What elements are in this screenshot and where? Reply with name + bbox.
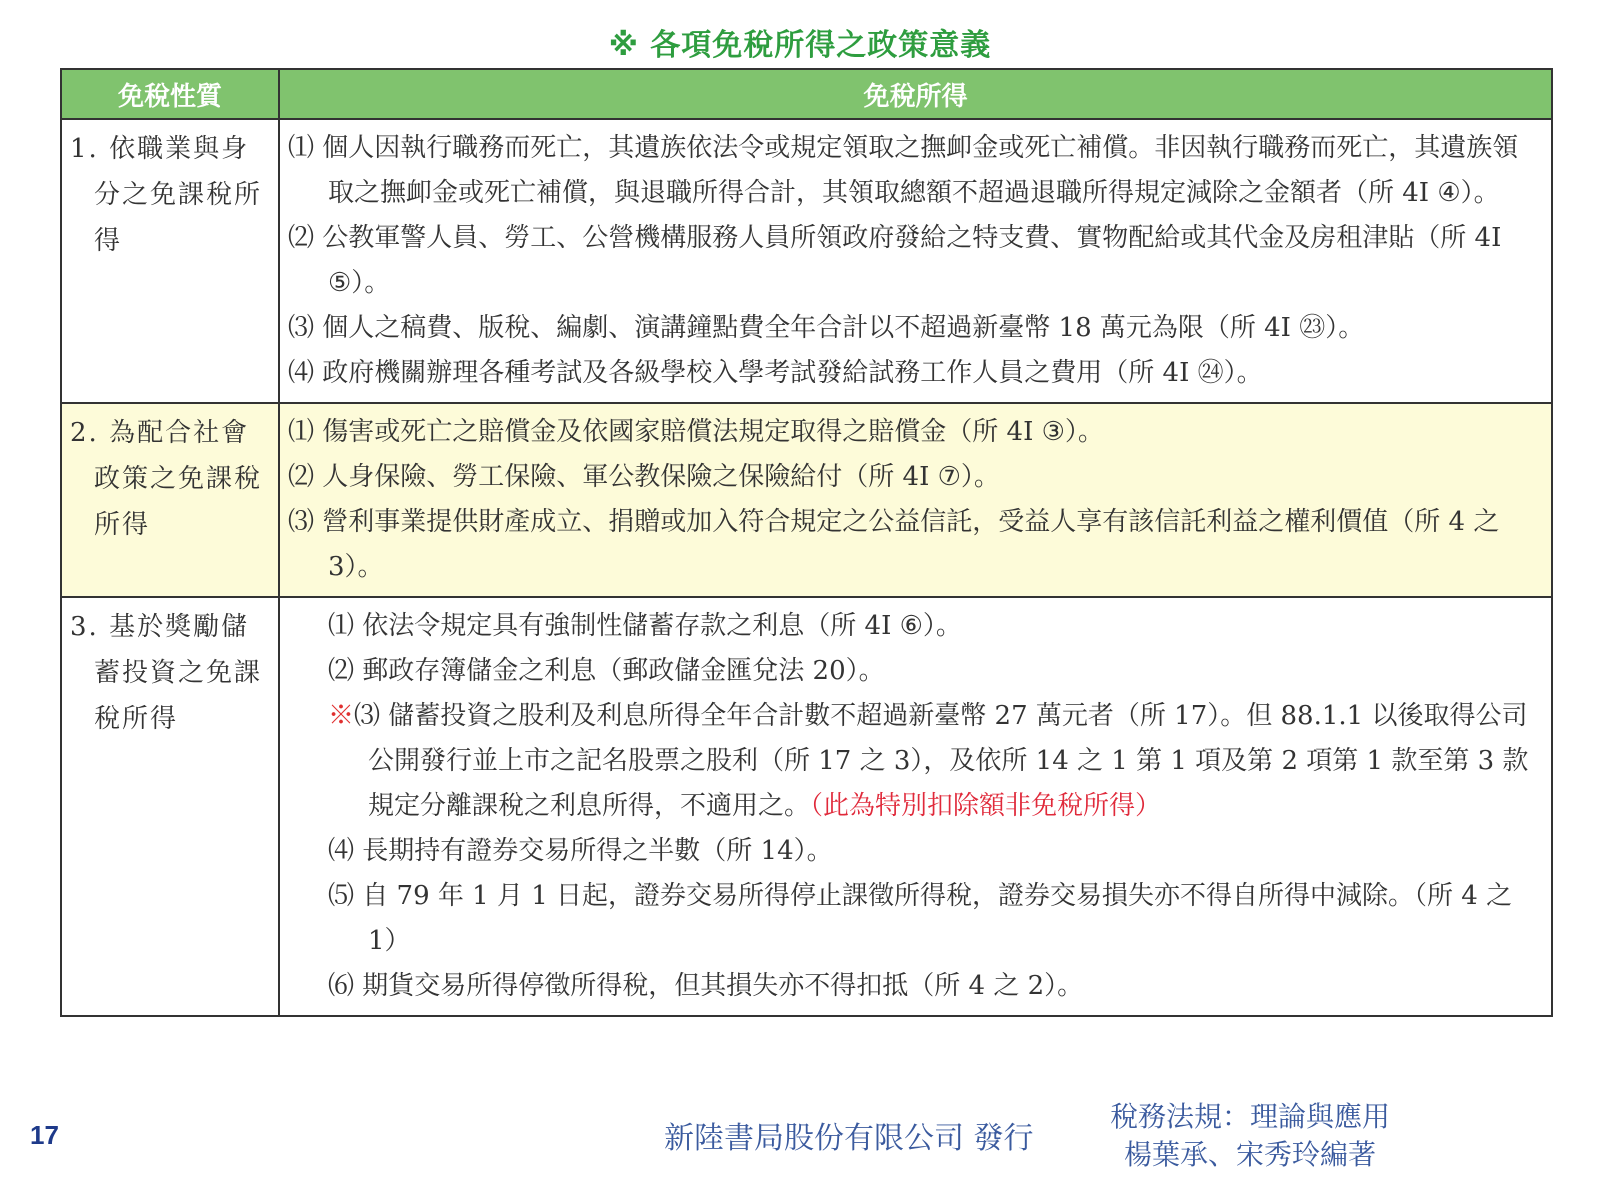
list-item: ⑴ 依法令規定具有強制性儲蓄存款之利息（所 4Ⅰ ⑥）。 <box>328 611 962 641</box>
page-number: 17 <box>30 1120 59 1150</box>
list-item: ⑴ 傷害或死亡之賠償金及依國家賠償法規定取得之賠償金（所 4Ⅰ ③）。 <box>288 417 1104 447</box>
category-label: 1. 依職業與身分之免課稅所得 <box>70 134 263 256</box>
list-item: ⑶ 營利事業提供財產成立、捐贈或加入符合規定之公益信託，受益人享有該信託利益之權利價值（所 4 之 3）。 <box>288 507 1500 582</box>
page-title: ※ 各項免稅所得之政策意義 <box>608 28 992 63</box>
book-authors: 楊葉承、宋秀玲編著 <box>1123 1138 1376 1171</box>
category-cell <box>61 403 279 597</box>
category-label: 2. 為配合社會政策之免課稅所得 <box>70 418 263 540</box>
category-label: 3. 基於獎勵儲蓄投資之免課稅所得 <box>70 612 263 734</box>
list-item-special-deduction <box>288 694 1543 829</box>
table-row <box>61 597 1552 1016</box>
table-row <box>61 119 1552 403</box>
tax-exempt-table <box>60 68 1553 1017</box>
publisher-credit: 新陸書局股份有限公司 發行 <box>664 1121 1034 1156</box>
book-title: 稅務法規：理論與應用 <box>1109 1100 1390 1133</box>
table-header-row <box>61 69 1552 119</box>
list-item: ⑵ 公教軍警人員、勞工、公營機構服務人員所領政府發給之特支費、實物配給或其代金及房租津貼（所 4Ⅰ ⑤）。 <box>288 223 1502 298</box>
list-item: ⑶ 個人之稿費、版稅、編劇、演講鐘點費全年合計以不超過新臺幣 18 萬元為限（所 4Ⅰ ㉓）。 <box>288 313 1365 343</box>
header-exempt-income: 免稅所得 <box>279 69 1552 119</box>
list-item: ⑷ 政府機關辦理各種考試及各級學校入學考試發給試務工作人員之費用（所 4Ⅰ ㉔）。 <box>288 358 1263 388</box>
list-item-text: ⑶ 儲蓄投資之股利及利息所得全年合計數不超過新臺幣 27 萬元者（所 17）。但 88.1.1 以後取得公司公開發行並上市之記名股票之股利（所 17 之 3），及依所 14 之 1 第 1 項及第 2 項第 1 款至第 3 款規定分離課稅之利息所得，不適用之。 <box>354 701 1529 821</box>
category-cell <box>61 119 279 403</box>
category-cell <box>61 597 279 1016</box>
table-row <box>61 403 1552 597</box>
items-cell <box>279 119 1552 403</box>
book-credit <box>1100 1098 1400 1174</box>
list-item: ⑵ 郵政存簿儲金之利息（郵政儲金匯兌法 20）。 <box>328 656 885 686</box>
list-item: ⑵ 人身保險、勞工保險、軍公教保險之保險給付（所 4Ⅰ ⑦）。 <box>288 462 1000 492</box>
list-item: ⑴ 個人因執行職務而死亡，其遺族依法令或規定領取之撫卹金或死亡補償。非因執行職務而死亡，其遺族領取之撫卹金或死亡補償，與退職所得合計，其領取總額不超過退職所得規定減除之金額者（所 4Ⅰ ④）。 <box>288 133 1519 208</box>
list-item: ⑹ 期貨交易所得停徵所得稅，但其損失亦不得扣抵（所 4 之 2）。 <box>328 971 1084 1001</box>
special-deduction-note: （此為特別扣除額非免稅所得） <box>810 791 1162 821</box>
items-cell <box>279 403 1552 597</box>
header-nature: 免稅性質 <box>61 69 279 119</box>
list-item: ⑷ 長期持有證券交易所得之半數（所 14）。 <box>328 836 833 866</box>
reference-mark: ※ <box>328 701 355 731</box>
list-item: ⑸ 自 79 年 1 月 1 日起，證券交易所得停止課徵所得稅，證券交易損失亦不得自所得中減除。（所 4 之 1） <box>328 881 1513 956</box>
items-cell <box>279 597 1552 1016</box>
